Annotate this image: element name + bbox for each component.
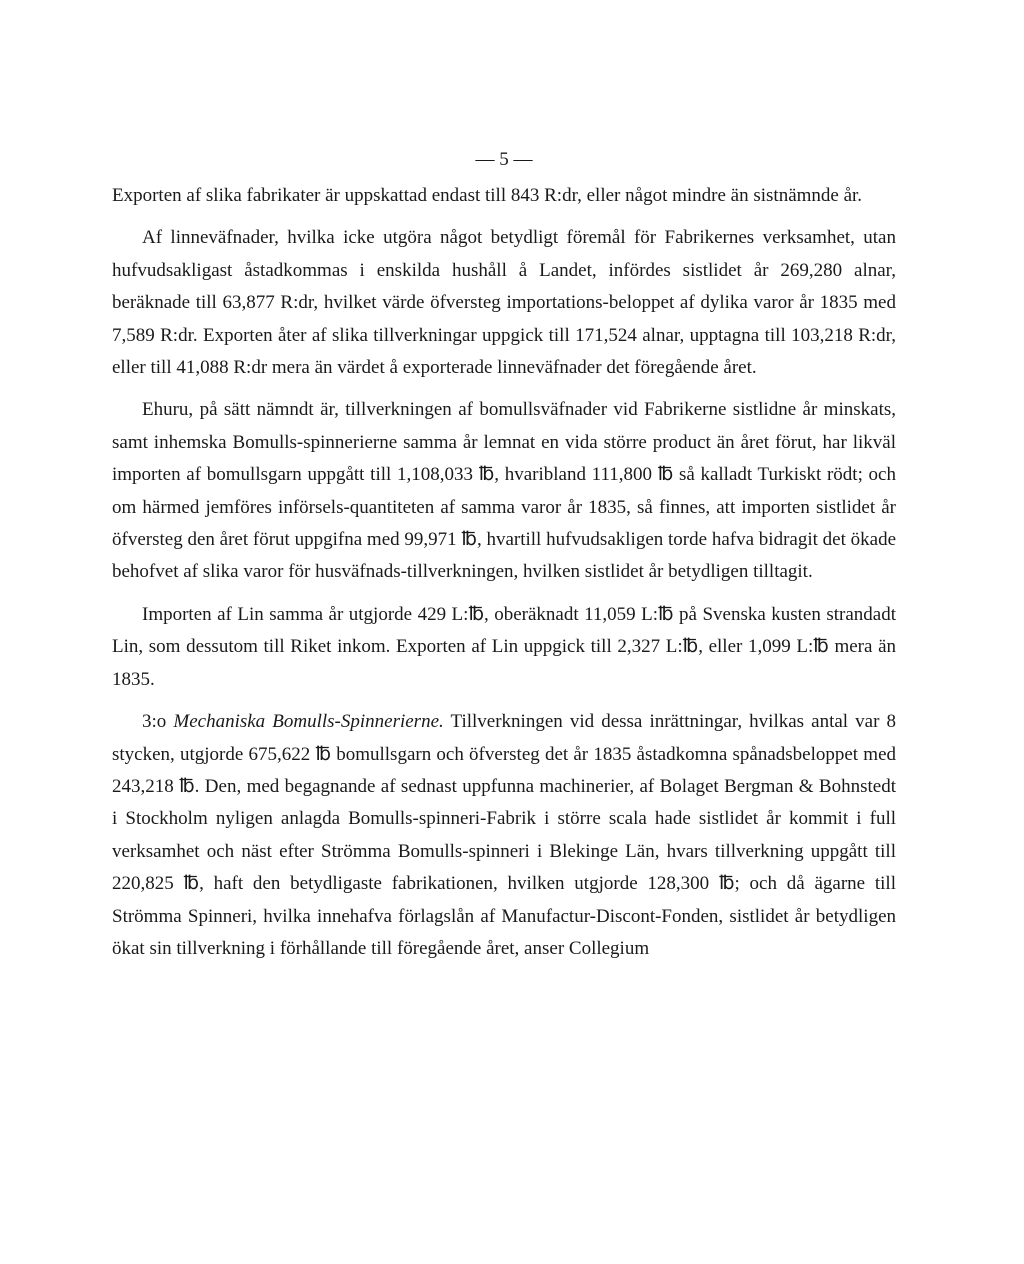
- section-number: 3:o: [142, 711, 167, 733]
- section-body: Tillverkningen vid dessa inrättningar, hvilkas antal var 8 stycken, utgjorde 675,622 ℔ bomullsgarn och öfversteg det år 1835 åstadkomna spånadsbeloppet med 243,218 ℔. Den, med begagnande af sednast uppfunna machinerier, af Bolaget Bergman & Bohnstedt i Stockholm nyligen anlagda Bomulls-spinneri-Fabrik i större scala hade sistlidet år kommit i full verksamhet och näst efter Strömma Bomulls-spinneri i Blekinge Län, hvars tillverkning uppgått till 220,825 ℔, haft den betydligaste fabrikationen, hvilken utgjorde 128,300 ℔; och då ägarne till Strömma Spinneri, hvilka innehafva förlagslån af Manufactur-Discont-Fonden, sistlidet år betydligen ökat sin tillverkning i förhållande till föregående året, anser Collegium: [112, 711, 896, 959]
- section-heading: Mechaniska Bomulls-Spinnerierne.: [173, 711, 444, 733]
- paragraph-bomulls-spinnerierne: [112, 706, 896, 965]
- paragraph-bomullsvafnader: Ehuru, på sätt nämndt är, tillverkningen af bomullsväfnader vid Fabrikerne sistlidne år minskats, samt inhemska Bomulls-spinnerierne samma år lemnat en vida större product än året förut, har likväl importen af bomullsgarn uppgått till 1,108,033 ℔, hvaribland 111,800 ℔ så kalladt Turkiskt rödt; och om härmed jemföres införsels-quantiteten af samma varor år 1835, så finnes, att importen sistlidet år öfversteg den året förut uppgifna med 99,971 ℔, hvartill hufvudsakligen torde hafva bidragit det ökade behofvet af slika varor för husväfnads-tillverkningen, hvilken sistlidet år betydligen tilltagit.: [112, 399, 896, 583]
- document-page: [112, 140, 896, 965]
- paragraph-export-fabrikater: Exporten af slika fabrikater är uppskattad endast till 843 R:dr, eller något mindre än sistnämnde år.: [112, 185, 863, 206]
- page-number: — 5 —: [475, 149, 533, 170]
- paragraph-import-lin: Importen af Lin samma år utgjorde 429 L:℔, oberäknadt 11,059 L:℔ på Svenska kusten strandadt Lin, som dessutom till Riket inkom. Exporten af Lin uppgick till 2,327 L:℔, eller 1,099 L:℔ mera än 1835.: [112, 603, 896, 690]
- paragraph-linnevafnader: Af linneväfnader, hvilka icke utgöra något betydligt föremål för Fabrikernes verksamhet, utan hufvudsakligast åstadkommas i enskilda hushåll å Landet, infördes sistlidet år 269,280 alnar, beräknade till 63,877 R:dr, hvilket värde öfversteg importations-beloppet af dylika varor år 1835 med 7,589 R:dr. Exporten åter af slika tillverkningar uppgick till 171,524 alnar, upptagna till 103,218 R:dr, eller till 41,088 R:dr mera än värdet å exporterade linneväfnader det föregående året.: [112, 227, 896, 379]
